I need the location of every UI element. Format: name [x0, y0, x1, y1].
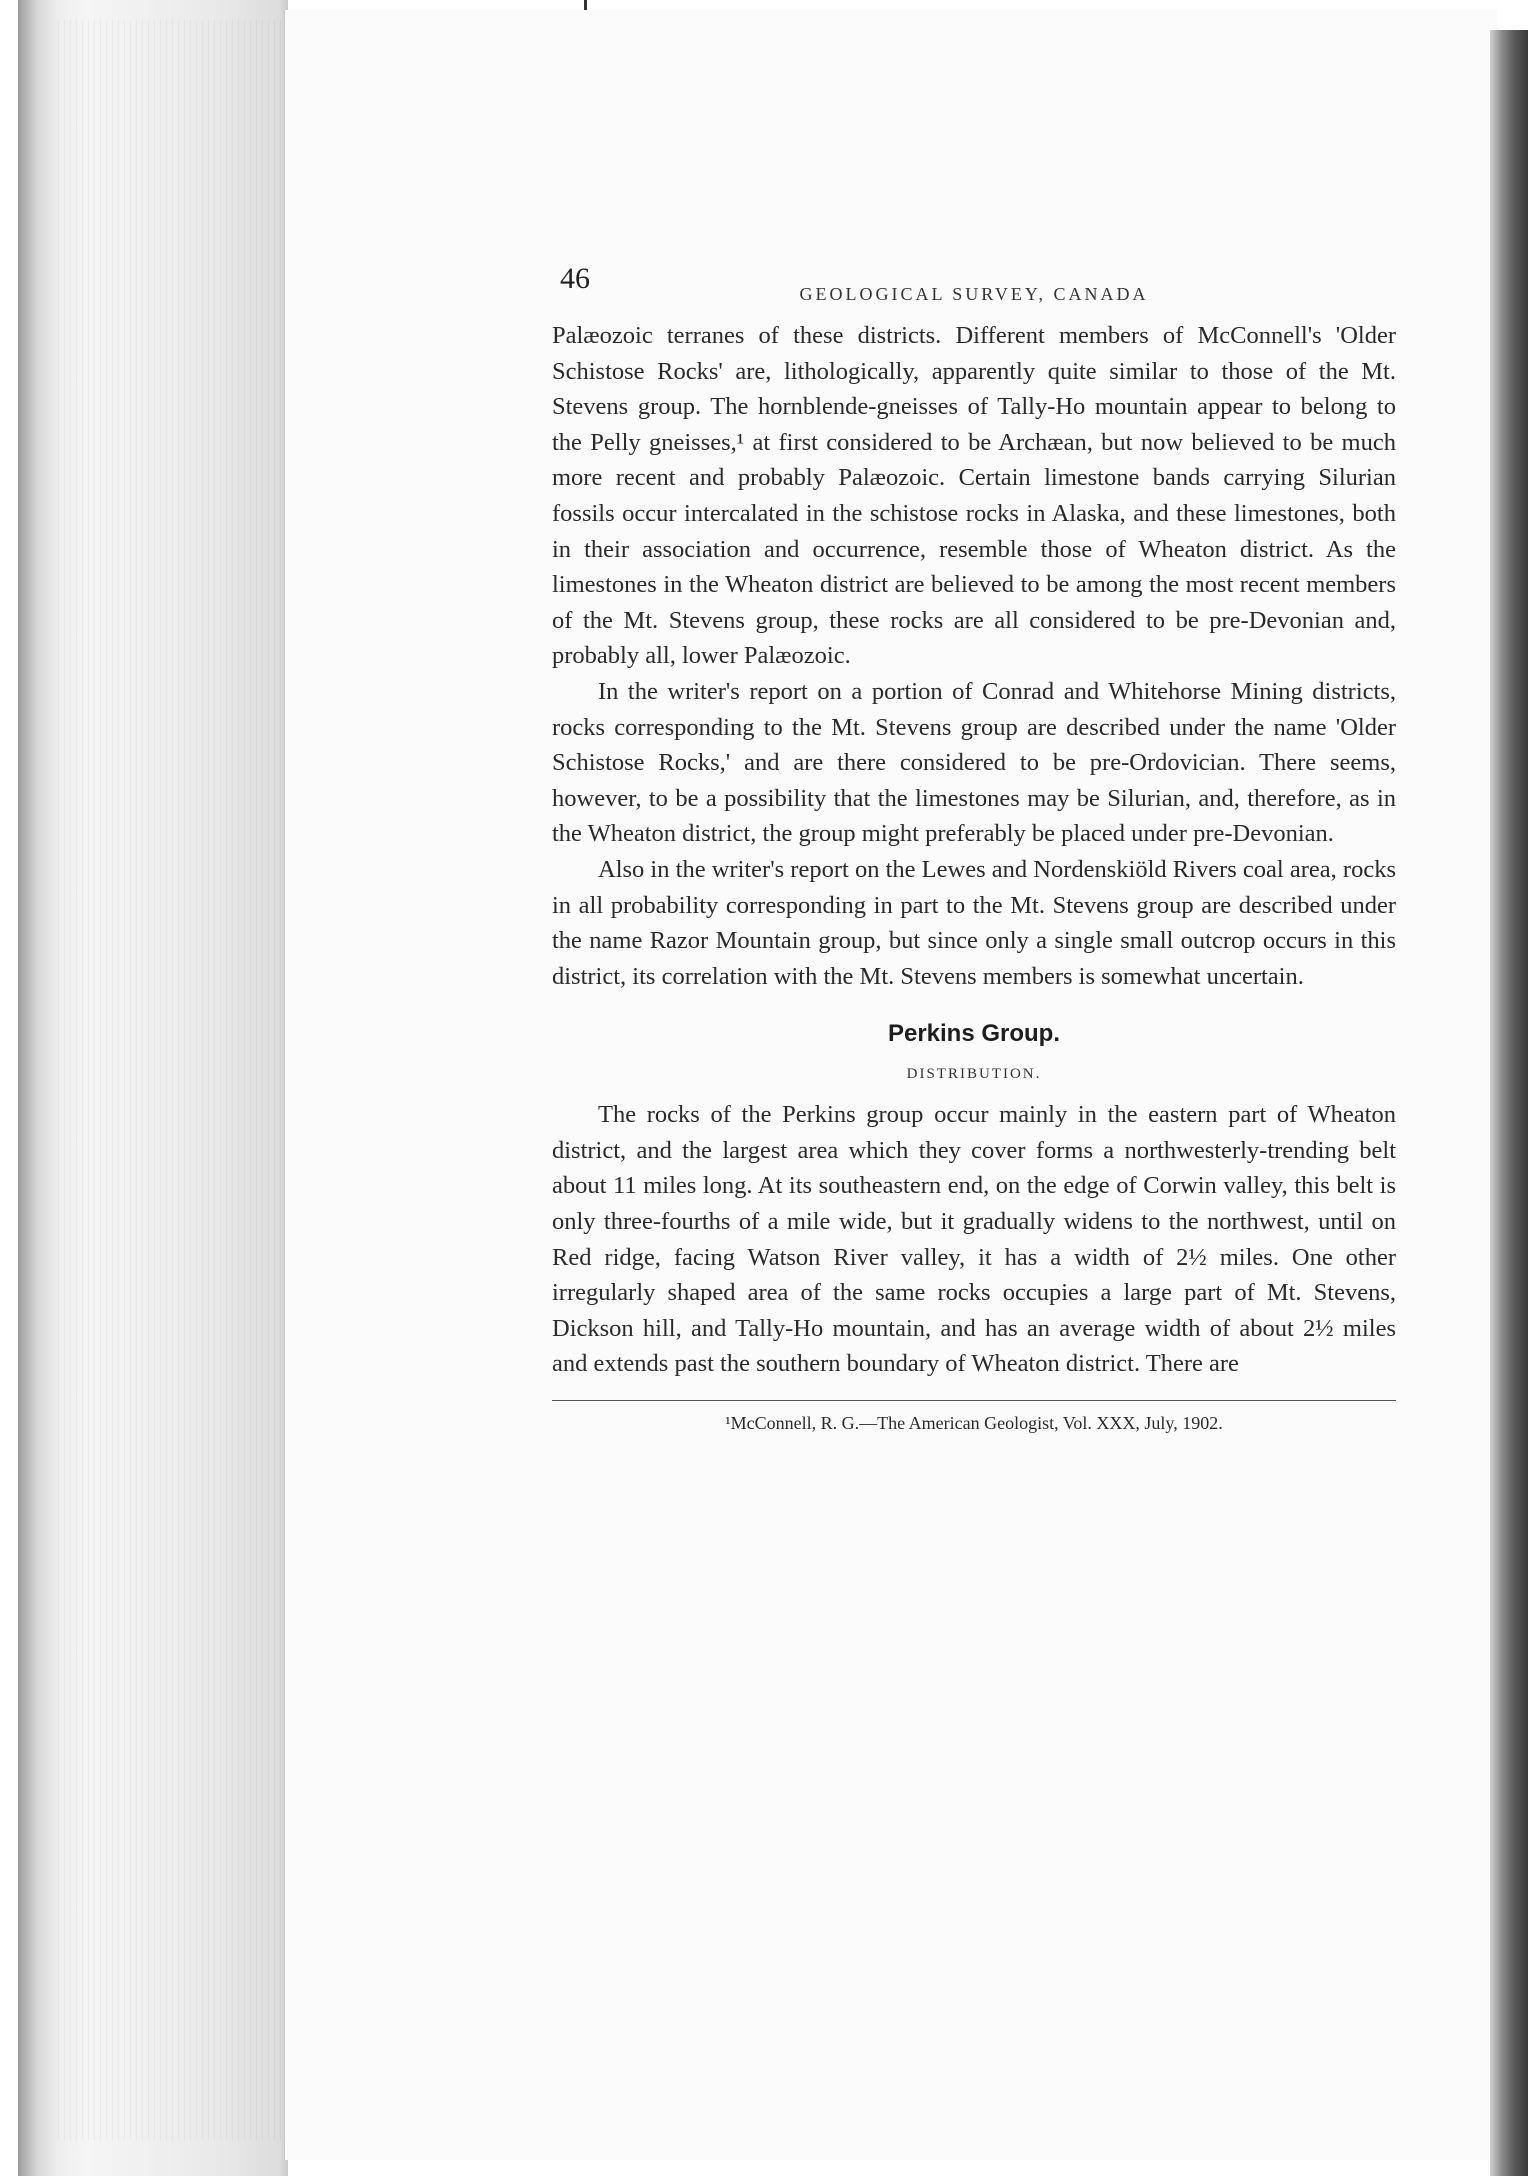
section-title: Perkins Group.: [887, 1020, 1061, 1048]
page-number: 46: [560, 262, 590, 295]
paragraph: Also in the writer's report on the Lewes and Nordenskiöld Rivers coal area, rocks in all probability corresponding in part to the Mt. Stevens group are described under the name Razor Mountain group, but since only a single small outcrop occurs in this district, its correlation with the Mt. Stevens members is somewhat uncertain.: [552, 855, 1396, 990]
page-edge-lines: [58, 20, 298, 2140]
paragraph-continued: Palæozoic terranes of these districts. Different members of McConnell's 'Older Schistose Rocks' are, lithologically, apparently quite similar to those of the Mt. Stevens group. The hornblende-gneisses of Tally-Ho mountain appear to belong to the Pelly gneisses,¹ at first considered to be Archæan, but now believed to be much more recent and probably Palæozoic. Certain limestone bands carrying Silurian fossils occur intercalated in the schistose rocks in Alaska, and these limestones, both in their association and occurrence, resemble those of Wheaton district. As the limestones in the Wheaton district are believed to be among the most recent members of the Mt. Stevens group, these rocks are all considered to be pre-Devonian and, probably all, lower Palæozoic.: [552, 322, 1396, 670]
page-text: [552, 258, 1396, 1434]
section-subheading: DISTRIBUTION.: [906, 1066, 1042, 1083]
footnote-rule: [552, 1400, 1396, 1401]
book-page-edges: [18, 0, 288, 2176]
paragraph: In the writer's report on a portion of Conrad and Whitehorse Mining districts, rocks corresponding to the Mt. Stevens group are described under the name 'Older Schistose Rocks,' and are there considered to be pre-Ordovician. There seems, however, to be a possibility that the limestones may be Silurian, and, therefore, as in the Wheaton district, the group might preferably be placed under pre-Devonian.: [552, 677, 1396, 848]
running-head: GEOLOGICAL SURVEY, CANADA: [799, 284, 1149, 304]
paragraph: The rocks of the Perkins group occur mainly in the eastern part of Wheaton district, and the largest area which they cover forms a northwesterly-trending belt about 11 miles long. At its southeastern end, on the edge of Corwin valley, this belt is only three-fourths of a mile wide, but it gradually widens to the northwest, until on Red ridge, facing Watson River valley, it has a width of 2½ miles. One other irregularly shaped area of the same rocks occupies a large part of Mt. Stevens, Dickson hill, and Tally-Ho mountain, and has an average width of about 2½ miles and extends past the southern boundary of Wheaton district. There are: [552, 1101, 1396, 1378]
footnote: ¹McConnell, R. G.—The American Geologist, Vol. XXX, July, 1902.: [725, 1413, 1223, 1434]
binding-shadow: [1490, 30, 1528, 2176]
page-header: [552, 258, 1396, 318]
